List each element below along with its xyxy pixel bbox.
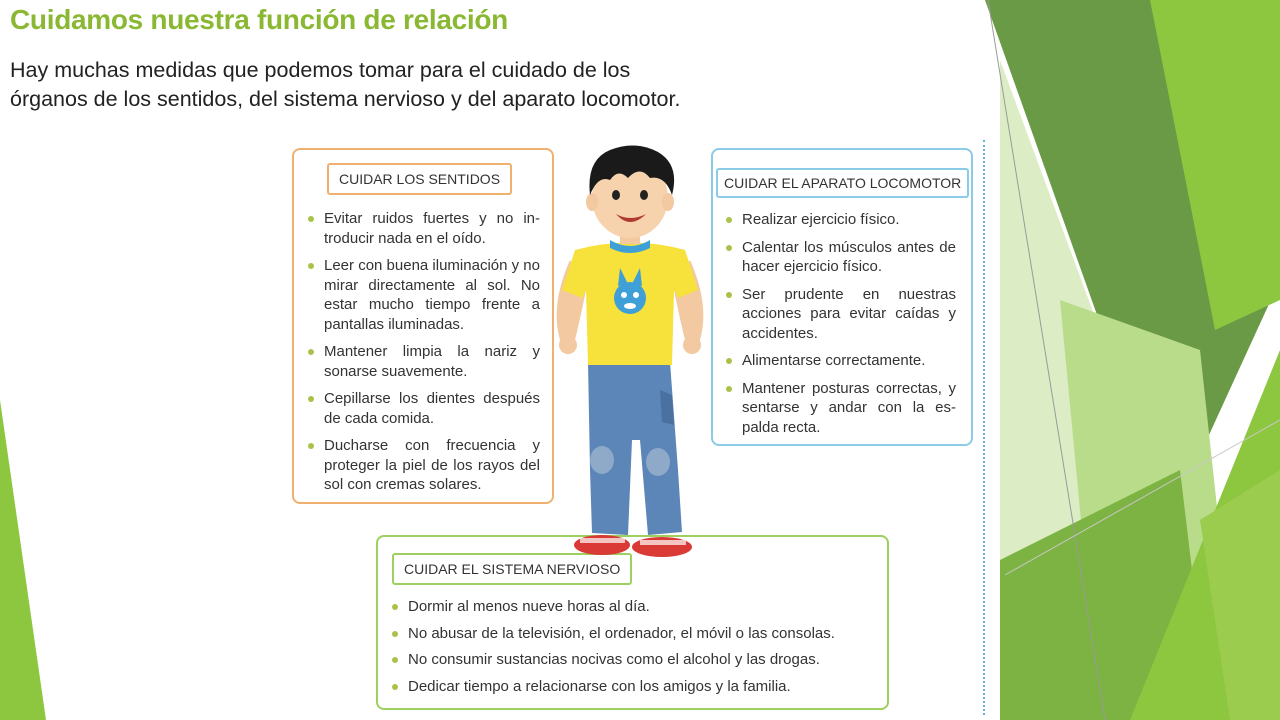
list-item: Calentar los músculos antes de hacer ejercicio físico. [726,238,956,277]
list-item: Leer con buena iluminación y no mirar directamente al sol. No estar mucho tiempo frente a pantallas iluminadas. [308,256,540,334]
list-item: No abusar de la televisión, el ordenador, el móvil o las consolas. [392,624,882,644]
nervioso-heading: CUIDAR EL SISTEMA NERVIOSO [392,553,632,585]
list-item: Alimentarse correctamente. [726,351,956,371]
list-item: Mantener limpia la nariz y sonarse suavemente. [308,342,540,381]
list-item: Dormir al menos nueve horas al día. [392,597,882,617]
list-item: Mantener posturas correctas, y sentarse y andar con la es-palda recta. [726,379,956,438]
boy-illustration-icon [540,140,710,560]
list-item: No consumir sustancias nocivas como el alcohol y las drogas. [392,650,882,670]
list-item: Ser prudente en nuestras acciones para evitar caídas y accidentes. [726,285,956,344]
list-item: Ducharse con frecuencia y proteger la piel de los rayos del sol con cremas solares. [308,436,540,495]
list-item: Dedicar tiempo a relacionarse con los amigos y la familia. [392,677,882,697]
dotted-border [983,140,985,715]
locomotor-heading: CUIDAR EL APARATO LOCOMOTOR [716,168,969,198]
list-item: Cepillarse los dientes después de cada comida. [308,389,540,428]
locomotor-list [726,210,956,445]
sentidos-list [308,209,540,503]
intro-text: Hay muchas medidas que podemos tomar para el cuidado de los órganos de los sentidos, del sistema nervioso y del aparato locomotor. [10,58,681,111]
list-item: Evitar ruidos fuertes y no in-troducir nada en el oído. [308,209,540,248]
page-title: Cuidamos nuestra función de relación [10,4,508,35]
list-item: Realizar ejercicio físico. [726,210,956,230]
nervioso-list [392,597,882,703]
sentidos-heading: CUIDAR LOS SENTIDOS [327,163,512,195]
